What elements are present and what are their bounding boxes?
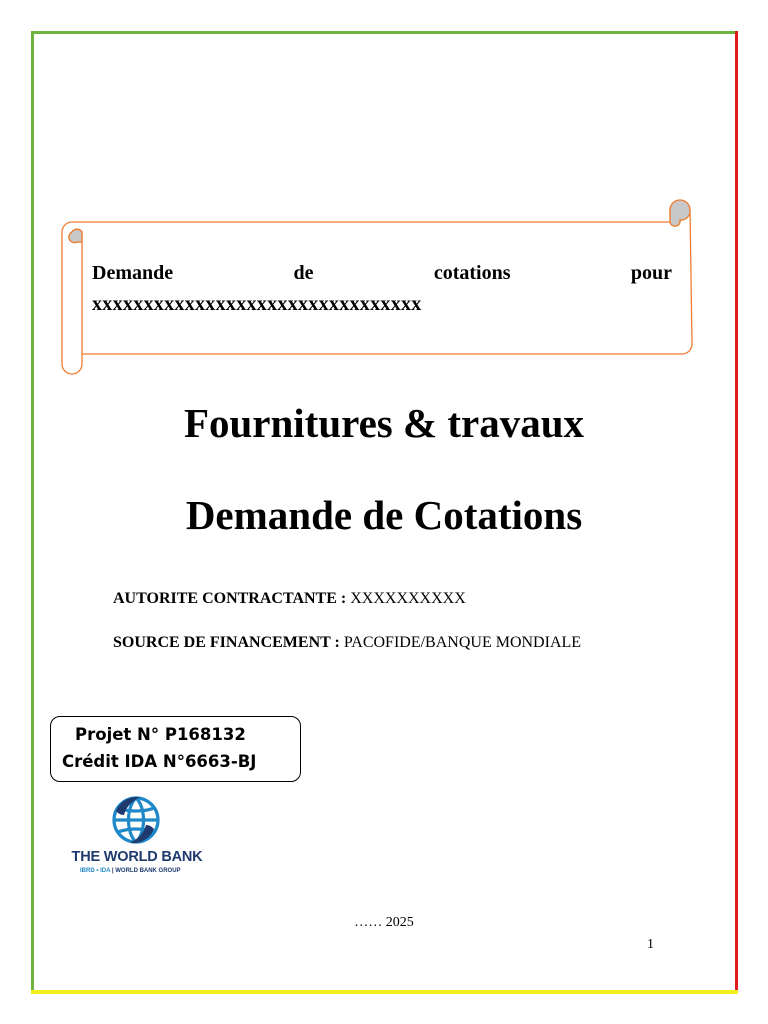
document-date: …… 2025 bbox=[354, 915, 414, 930]
document-subtitle: Demande de Cotations bbox=[185, 492, 583, 538]
scroll-word: Demande bbox=[92, 262, 174, 284]
page-border-top bbox=[31, 31, 737, 34]
page-border-bottom bbox=[31, 990, 738, 994]
funding-value: PACOFIDE/BANQUE MONDIALE bbox=[343, 634, 582, 651]
scroll-line-1 bbox=[92, 258, 672, 289]
funding-label: SOURCE DE FINANCEMENT : bbox=[113, 634, 340, 651]
funding-source bbox=[113, 634, 581, 652]
contracting-authority bbox=[113, 590, 466, 608]
scroll-word: pour bbox=[630, 262, 672, 284]
authority-value: XXXXXXXXXX bbox=[350, 590, 466, 607]
scroll-line-2: xxxxxxxxxxxxxxxxxxxxxxxxxxxxxxxx bbox=[92, 293, 422, 315]
ibrd-ida-label: IBRD • IDA bbox=[80, 868, 111, 874]
page-number: 1 bbox=[647, 937, 654, 952]
world-bank-logo bbox=[64, 793, 210, 881]
world-bank-tagline bbox=[80, 868, 181, 874]
scroll-word: de bbox=[293, 262, 314, 284]
world-bank-group-label: WORLD BANK GROUP bbox=[115, 868, 181, 874]
world-bank-globe-icon bbox=[110, 793, 162, 847]
scroll-word: cotations bbox=[433, 262, 511, 284]
project-box bbox=[50, 716, 301, 782]
authority-label: AUTORITE CONTRACTANTE : bbox=[113, 590, 347, 607]
scroll-text bbox=[92, 258, 672, 320]
project-number: Projet N° P168132 bbox=[75, 725, 246, 744]
document-title: Fournitures & travaux bbox=[183, 400, 585, 446]
tagline-separator: | bbox=[110, 868, 116, 874]
world-bank-name: THE WORLD BANK bbox=[71, 849, 203, 865]
credit-number: Crédit IDA N°6663-BJ bbox=[62, 752, 257, 771]
